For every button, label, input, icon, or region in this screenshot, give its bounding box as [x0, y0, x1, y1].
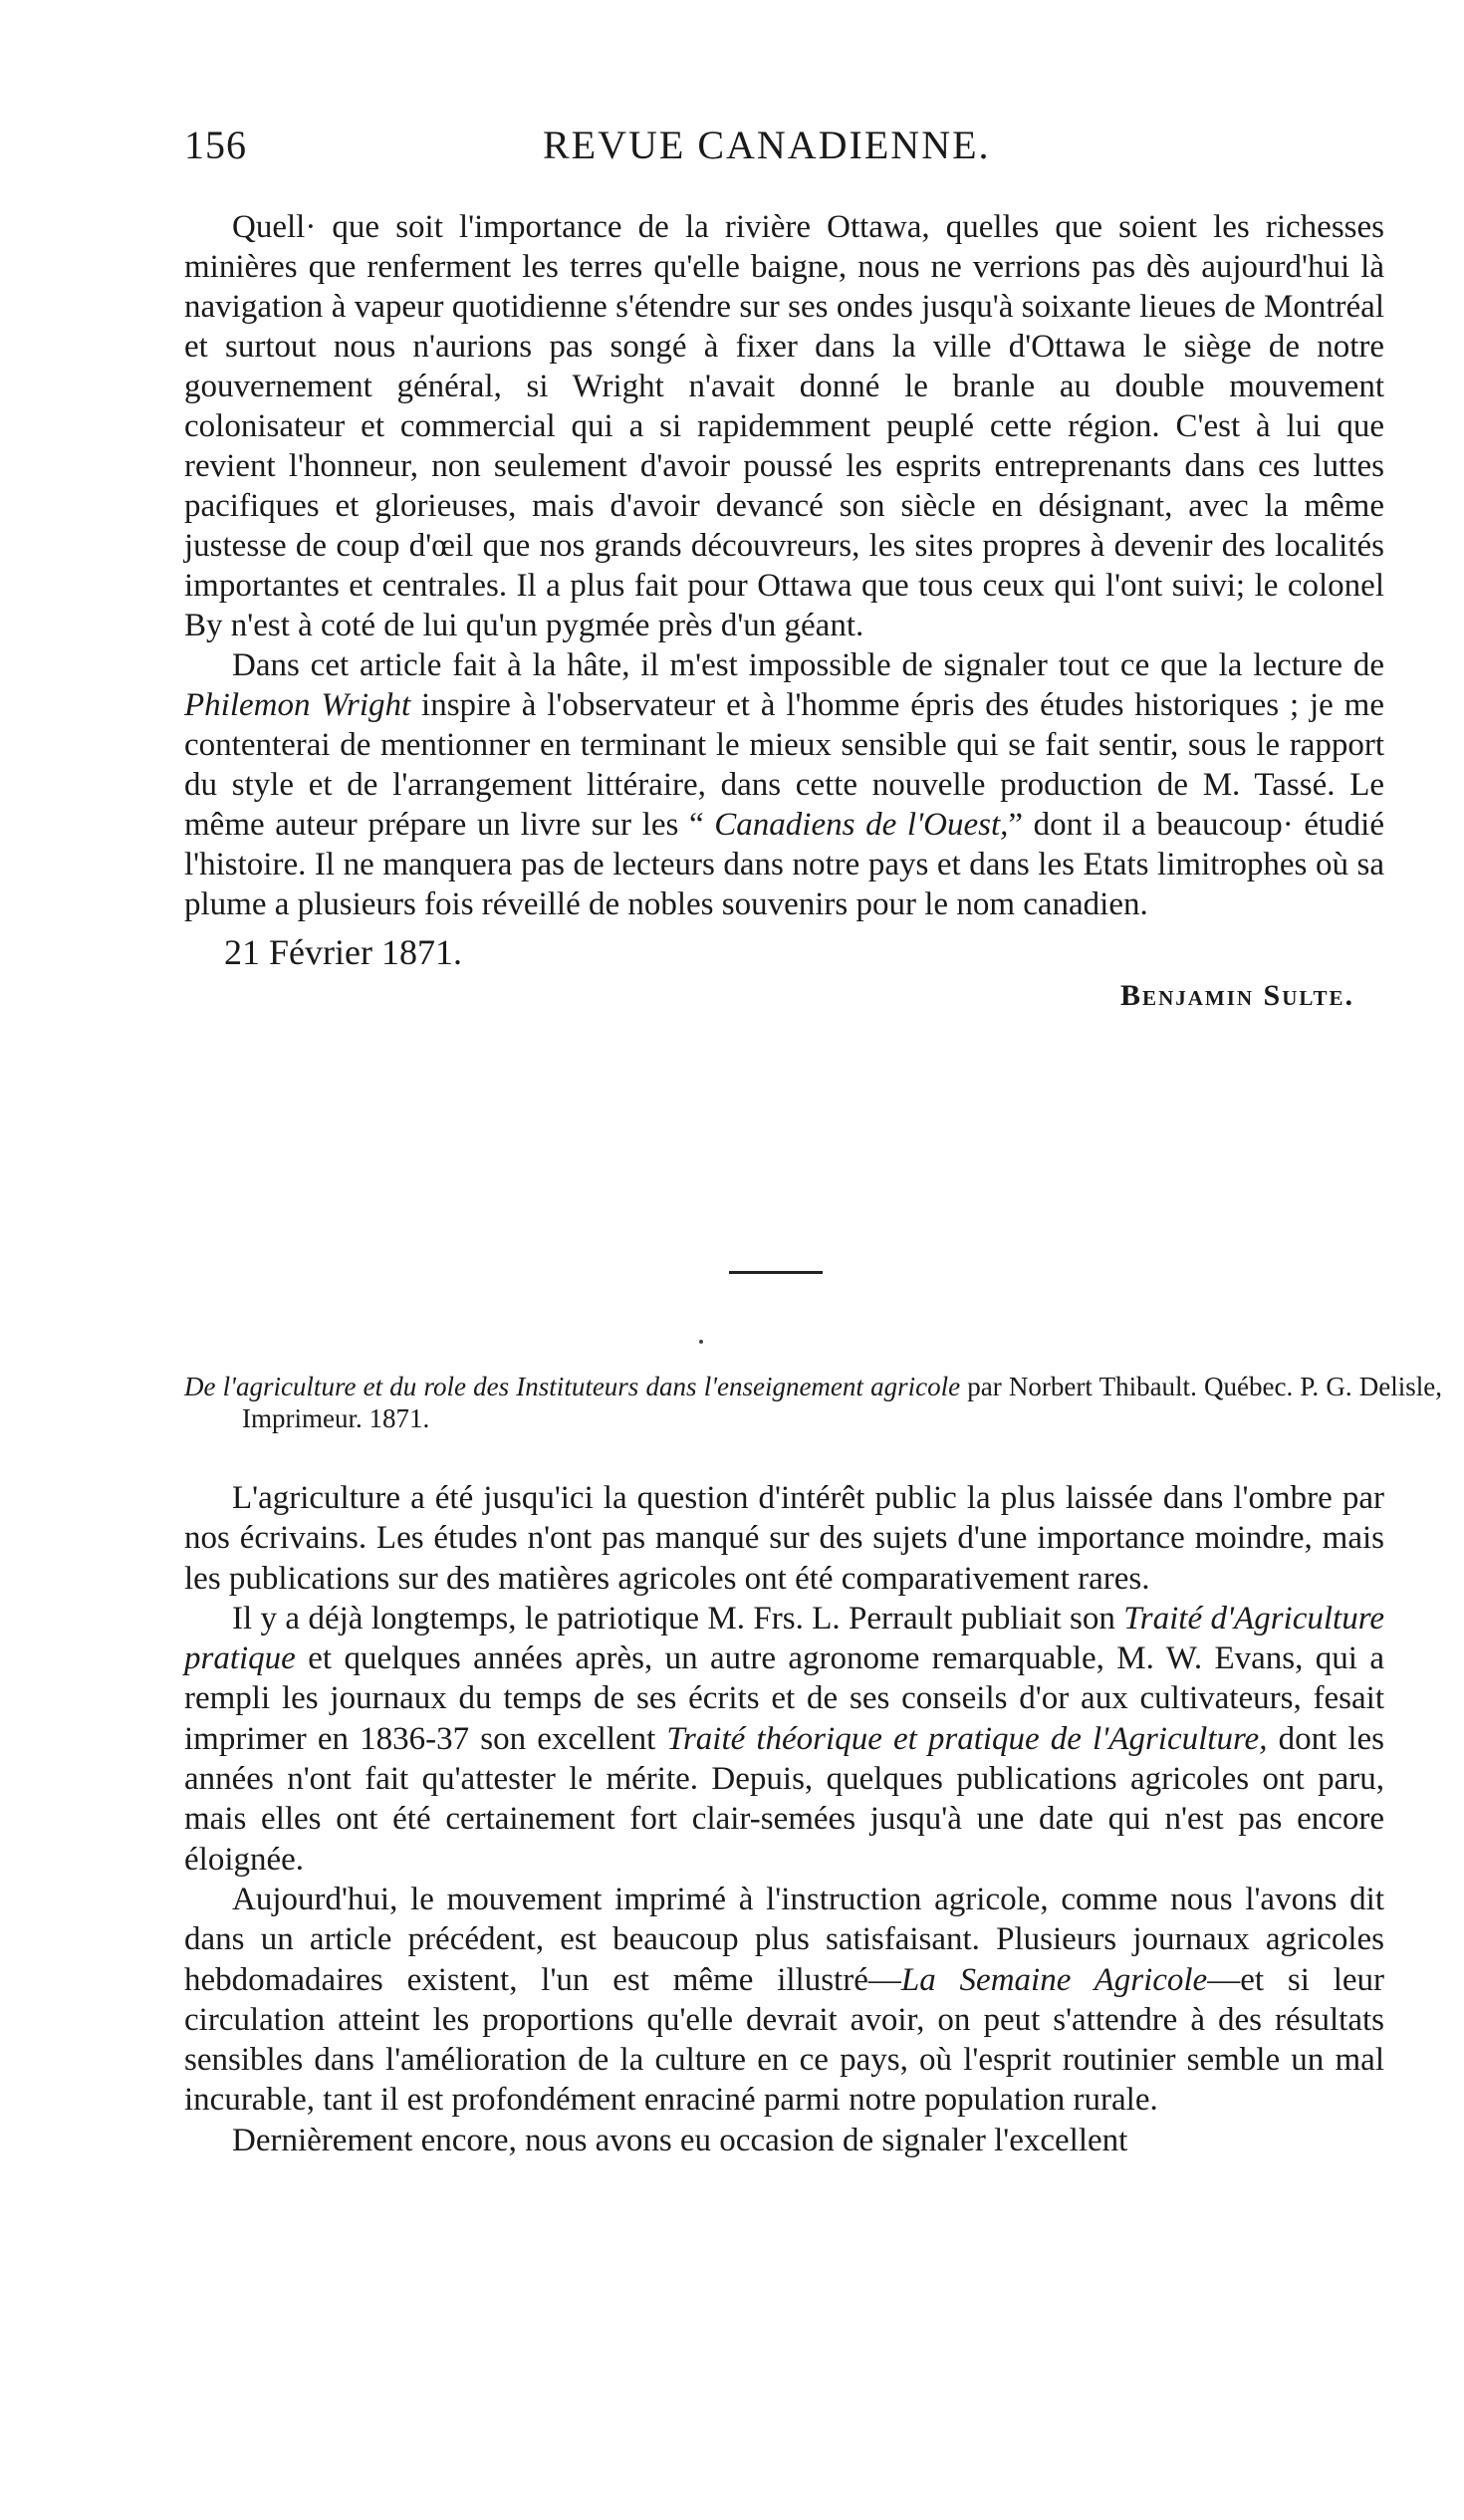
article-body: [184, 207, 1384, 1016]
paragraph: Il y a déjà longtemps, le patriotique M. Frs. L. Perrault publiait son Traité d'Agriculture pratique et quelques années après, un autre agronome remarquable, M. W. Evans, qui a rempli les journaux du temps de ses écrits et de ses conseils d'or aux cultivateurs, fesait imprimer en 1836-37 son excellent Traité théorique et pratique de l'Agriculture, dont les années n'ont fait qu'attester le mérite. Depuis, quelques publications agricoles ont paru, mais elles ont été certainement fort clair-semées jusqu'à une date qui n'est pas encore éloignée.: [184, 1600, 1385, 1878]
paragraph: Quell· que soit l'importance de la rivière Ottawa, quelles que soient les richesses minières que renferment les terres qu'elle baigne, nous ne verrions pas dès aujourd'hui là navigation à vapeur quotidienne s'étendre sur ses ondes jusqu'à soixante lieues de Montréal et surtout nous n'aurions pas songé à fixer dans la ville d'Ottawa le siège de notre gouvernement général, si Wright n'avait donné le branle au double mouvement colonisateur et commercial qui a si rapidemment peuplé cette région. C'est à lui que revient l'honneur, non seulement d'avoir poussé les esprits entreprenants dans ces luttes pacifiques et glorieuses, mais d'avoir devancé son siècle en désignant, avec la même justesse de coup d'œil que nos grands découvreurs, les sites propres à devenir des localités importantes et centrales. Il a plus fait pour Ottawa que tous ceux qui l'ont suivi; le colonel By n'est à coté de lui qu'un pygmée près d'un géant.: [184, 209, 1384, 643]
paragraph: Aujourd'hui, le mouvement imprimé à l'instruction agricole, comme nous l'avons dit dans un article précédent, est beaucoup plus satisfaisant. Plusieurs journaux agricoles hebdomadaires existent, l'un est même illustré—La Semaine Agricole—et si leur circulation atteint les proportions qu'elle devrait avoir, on peut s'attendre à des résultats sensibles dans l'amélioration de la culture en ce pays, où l'esprit routinier semble un mal incurable, tant il est profondément enraciné parmi notre population rurale.: [184, 1881, 1384, 2119]
review-body: [184, 1478, 1384, 2160]
citation-title: De l'agriculture et du role des Instituteurs dans l'enseignement agricole: [184, 1372, 961, 1401]
section-divider: [729, 1271, 823, 1274]
author-signature: Benjamin Sulte.: [1120, 979, 1354, 1012]
italic-title: Canadiens de l'Ouest,: [714, 807, 1009, 843]
review-citation: De l'agriculture et du role des Instituteurs dans l'enseignement agricole par Norbert Thibault. Québec. P. G. Delisle, Imprimeur. 1871.: [184, 1372, 1442, 1433]
italic-title: Traité théorique et pratique de l'Agriculture,: [666, 1720, 1268, 1757]
italic-title: La Semaine Agricole: [900, 1961, 1208, 1998]
paragraph: L'agriculture a été jusqu'ici la question d'intérêt public la plus laissée dans l'ombre par nos écrivains. Les études n'ont pas manqué sur des sujets d'une importance moindre, mais les publications sur des matières agricoles ont été comparativement rares.: [184, 1480, 1384, 1597]
page-number: 156: [184, 123, 247, 167]
paragraph: Dernièrement encore, nous avons eu occasion de signaler l'excellent: [232, 2122, 1128, 2158]
running-title: REVUE CANADIENNE.: [543, 123, 991, 167]
italic-title: Philemon Wright: [184, 687, 411, 723]
italic-title: Traité d'Agriculture pratique: [184, 1600, 1384, 1677]
dateline: 21 Février 1871.: [224, 932, 462, 972]
paragraph: Dans cet article fait à la hâte, il m'est impossible de signaler tout ce que la lecture de Philemon Wright inspire à l'observateur et à l'homme épris des études historiques ; je me contenterai de mentionner en terminant le mieux sensible qui se fait sentir, sous le rapport du style et de l'arrangement littéraire, dans cette nouvelle production de M. Tassé. Le même auteur prépare un livre sur les “ Canadiens de l'Ouest,” dont il a beaucoup· étudié l'histoire. Il ne manquera pas de lecteurs dans notre pays et dans les Etats limitrophes où sa plume a plusieurs fois réveillé de nobles souvenirs pour le nom canadien.: [184, 647, 1384, 922]
print-speck: [699, 1340, 703, 1344]
